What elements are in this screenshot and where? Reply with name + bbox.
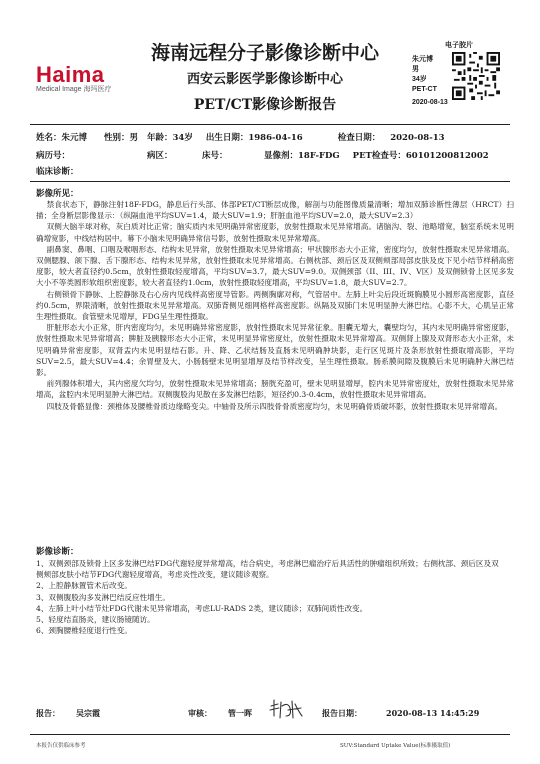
pet-no: 60101200812002 [405, 151, 489, 161]
diagnosis-heading: 影像诊断： [36, 547, 79, 557]
findings-paragraph: 双侧大脑半球对称，灰白质对比正常；脑实质内未见明确异常密度影，放射性摄取未见异常增高。诸脑沟、裂、池略增宽，脑室系统未见明确增宽影，中线结构居中。幕下小脑未见明确异常信号影，放射性摄取未见异常增高。 [36, 222, 514, 243]
footer-suv-note: SUV:Standard Uptake Value(标准摄取值) [340, 743, 451, 749]
record-label: 病历号： [36, 151, 71, 161]
report-date: 2020-08-13 14:45:29 [386, 708, 480, 718]
reviewer-group [188, 708, 252, 719]
pet-no-label: PET检查号： [352, 151, 406, 161]
patient-birth: 1986-04-16 [248, 133, 303, 143]
diagnosis-item: 5、轻度结直肠炎，建议肠镜随访。 [36, 615, 155, 625]
diagnosis-item: 1、双侧颈部及锁骨上区多发淋巴结FDG代谢轻度异常增高，结合病史，考虑淋巴瘤治疗后具活性的肿瘤组织所致；右侧枕部、颈后区及双侧颊部皮肤小结节FDG代谢轻度增高，考虑炎性改变，建议随诊观察。 [36, 559, 499, 580]
reporter-name: 吴宗霞 [76, 708, 100, 718]
patient-name: 朱元博 [61, 133, 88, 143]
name-label: 姓名： [36, 133, 62, 143]
patient-row-2 [36, 149, 70, 161]
ward-label: 病区： [147, 151, 173, 161]
efilm-label: 电子胶片 [445, 42, 473, 49]
clinical-label: 临床诊断： [36, 167, 79, 177]
birth-label: 出生日期： [205, 133, 249, 143]
diagnosis-item: 3、双侧腹股沟多发淋巴结反应性增生。 [36, 592, 170, 602]
header-rule [30, 124, 510, 125]
card-date: 2020-08-13 [412, 99, 448, 106]
report-title: PET/CT影像诊断报告 [193, 97, 337, 113]
agent-label: 显像剂： [264, 151, 299, 161]
qr-code-icon[interactable] [452, 52, 500, 100]
patient-age: 34岁 [172, 133, 193, 143]
findings-paragraph: 禁食状态下，静脉注射18F-FDG，静息后行头部、体部PET/CT断层成像，解剖与功能图像质量清晰；增加双肺诊断性薄层（HRCT）扫描；全身断层影像显示：（纵隔血池平均SUV=1.4，最大SUV=1.9；肝脏血池平均SUV=2.0，最大SUV=2.3） [36, 200, 514, 221]
diagnosis-item: 6、颈胸腰椎轻度退行性变。 [36, 626, 132, 636]
findings-paragraph: 右侧锁骨下静脉、上腔静脉及右心房内见线样高密度导管影。两侧胸廓对称，气管居中。左肺上叶尖后段近斑胸膜见小圆形高密度影，直径约0.5cm，界限清晰，放射性摄取未见异常增高。双肺背侧见细网格样高密度影。纵隔及双肺门未见明显肿大淋巴结。心影不大，心肌呈正常生理性摄取。食管壁未见增厚，FDG呈生理性摄取。 [36, 289, 514, 322]
age-label: 年龄： [147, 133, 173, 143]
center-title: 海南远程分子影像诊断中心 [150, 42, 379, 64]
findings-body [36, 199, 514, 412]
diagnosis-item: 4、左肺上叶小结节灶FDG代谢未见异常增高，考虑LU-RADS 2类，建议随诊；双肺间质性改变。 [36, 603, 368, 613]
handwritten-signature-icon [268, 696, 304, 722]
findings-heading: 影像所见： [36, 189, 79, 199]
exam-date: 2020-08-13 [390, 133, 445, 143]
logo-wordmark: Haima [36, 62, 105, 87]
findings-paragraph: 肝脏形态大小正常，肝内密度均匀，未见明确异常密度影，放射性摄取未见异常征象。胆囊无增大，囊壁均匀，其内未见明确异常密度影，放射性摄取未见异常增高；脾脏及胰腺形态大小正常，未见明显异常密度灶，放射性摄取未见异常增高。双侧肾上腺及双肾形态大小正常，未见明确异常密度影，双肾盂内未见明显结石影。升、降、乙状结肠及直肠未见明确肿块影，走行区见斑片及条形放射性摄取增高影，平均SUV=2.5，最大SUV=4.4；余胃壁及大、小肠肠壁未见明显增厚及结节样改变，呈生理性摄取。肠系膜间隙及腹膜后未见明确肿大淋巴结影。 [36, 323, 514, 378]
reviewer-name: 管一晖 [228, 708, 252, 718]
bed-label: 床号： [202, 151, 228, 161]
report-date-label: 报告日期： [322, 708, 362, 718]
agent-value: 18F-FDG [298, 151, 340, 161]
reviewer-label: 审核： [188, 708, 212, 718]
card-gender: 男 [412, 66, 419, 73]
diagnosis-list [36, 558, 506, 636]
card-modality: PET-CT [412, 86, 437, 93]
haima-logo [36, 64, 126, 92]
patient-gender: 男 [129, 133, 139, 143]
findings-paragraph: 副鼻窦、鼻咽、口咽及喉咽形态、结构未见异常，放射性摄取未见异常增高；甲状腺形态大小正常，密度均匀，放射性摄取未见异常增高。双侧腮腺、颌下腺、舌下腺形态、结构未见异常，放射性摄取未见异常增高。右侧枕部、颈后区及双侧颊部局部皮肤及皮下见小结节样稍高密度影，较大者直径约0.5cm，放射性摄取轻度增高，平均SUV=3.7，最大SUV=9.0。双侧颈部（II、III、IV、V区）及双侧锁骨上区见多发大小不等类圆形软组织密度影，较大者直径约1.0cm，放射性摄取轻度增高，平均SUV=1.8，最大SUV=2.7。 [36, 244, 514, 288]
card-name: 朱元博 [412, 56, 433, 63]
exam-date-label: 检查日期： [337, 133, 381, 143]
logo-subtitle: Medical Image 海玛医疗 [36, 86, 112, 93]
reporter-label: 报告： [36, 708, 60, 718]
findings-paragraph: 四肢及骨骼显像：颈椎体及腰椎骨质边缘略变尖。中轴骨及所示四肢骨骨质密度均匀，未见明确骨质破坏影，放射性摄取未见异常增高。 [46, 401, 503, 411]
patient-row-1 [36, 131, 445, 143]
report-date-group [322, 708, 479, 719]
gender-label: 性别： [104, 133, 130, 143]
agent-group [264, 149, 489, 161]
diagnosis-item: 2、上腔静脉置管术后改变。 [36, 581, 132, 591]
footer-note: 本报告仅供临床参考 [36, 743, 86, 749]
info-rule [30, 181, 510, 182]
footer-rule [30, 734, 510, 735]
reporter-group [36, 708, 100, 719]
findings-paragraph: 前列腺体积增大，其内密度欠均匀，放射性摄取未见异常增高；膀胱充盈可，壁未见明显增厚，腔内未见异常密度灶，放射性摄取未见异常增高，盆腔内未见明显肿大淋巴结。双侧腹股沟见散在多发淋巴结影，短径约0.3-0.4cm，放射性摄取未见异常增高。 [36, 379, 514, 400]
card-age: 34岁 [412, 76, 427, 83]
center-subtitle: 西安云影医学影像诊断中心 [186, 72, 343, 87]
